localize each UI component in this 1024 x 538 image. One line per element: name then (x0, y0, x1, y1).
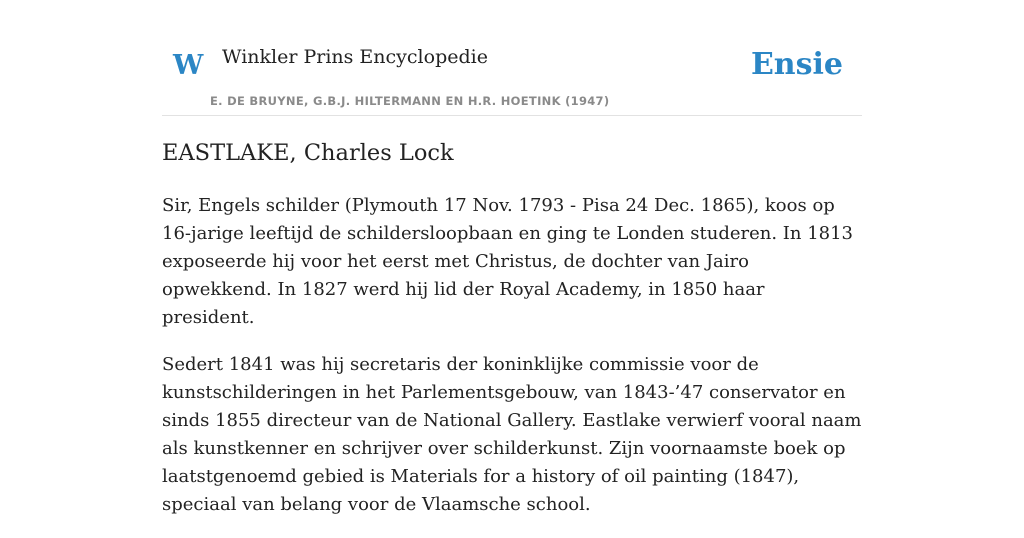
source-authors: E. DE BRUYNE, G.B.J. HILTERMANN EN H.R. HOETINK (1947) (210, 94, 610, 108)
entry-body (162, 192, 862, 538)
entry-paragraph: Sir, Engels schilder (Plymouth 17 Nov. 1793 - Pisa 24 Dec. 1865), koos op 16-jarige leeftijd de schildersloopbaan en ging te Londen studeren. In 1813 exposeerde hij voor het eerst met Christus, de dochter van Jairo opwekkend. In 1827 werd hij lid der Royal Academy, in 1850 haar president. (162, 195, 854, 328)
entry-paragraph: Sedert 1841 was hij secretaris der koninklijke commissie voor de kunstschilderingen in het Parlementsgebouw, van 1843-’47 conservator en sinds 1855 directeur van de National Gallery. Eastlake verwierf vooral naam als kunstkenner en schrijver over schilderkunst. Zijn voornaamste boek op laatstgenoemd gebied is Materials for a history of oil painting (1847), speciaal van belang voor de Vlaamsche school. (162, 354, 862, 515)
source-title[interactable]: Winkler Prins Encyclopedie (222, 46, 488, 68)
winkler-prins-logo[interactable]: W (173, 50, 204, 81)
entry-title: EASTLAKE, Charles Lock (162, 140, 454, 166)
page (162, 0, 862, 515)
ensie-logo[interactable]: Ensie (750, 47, 843, 82)
source-header (162, 0, 862, 116)
